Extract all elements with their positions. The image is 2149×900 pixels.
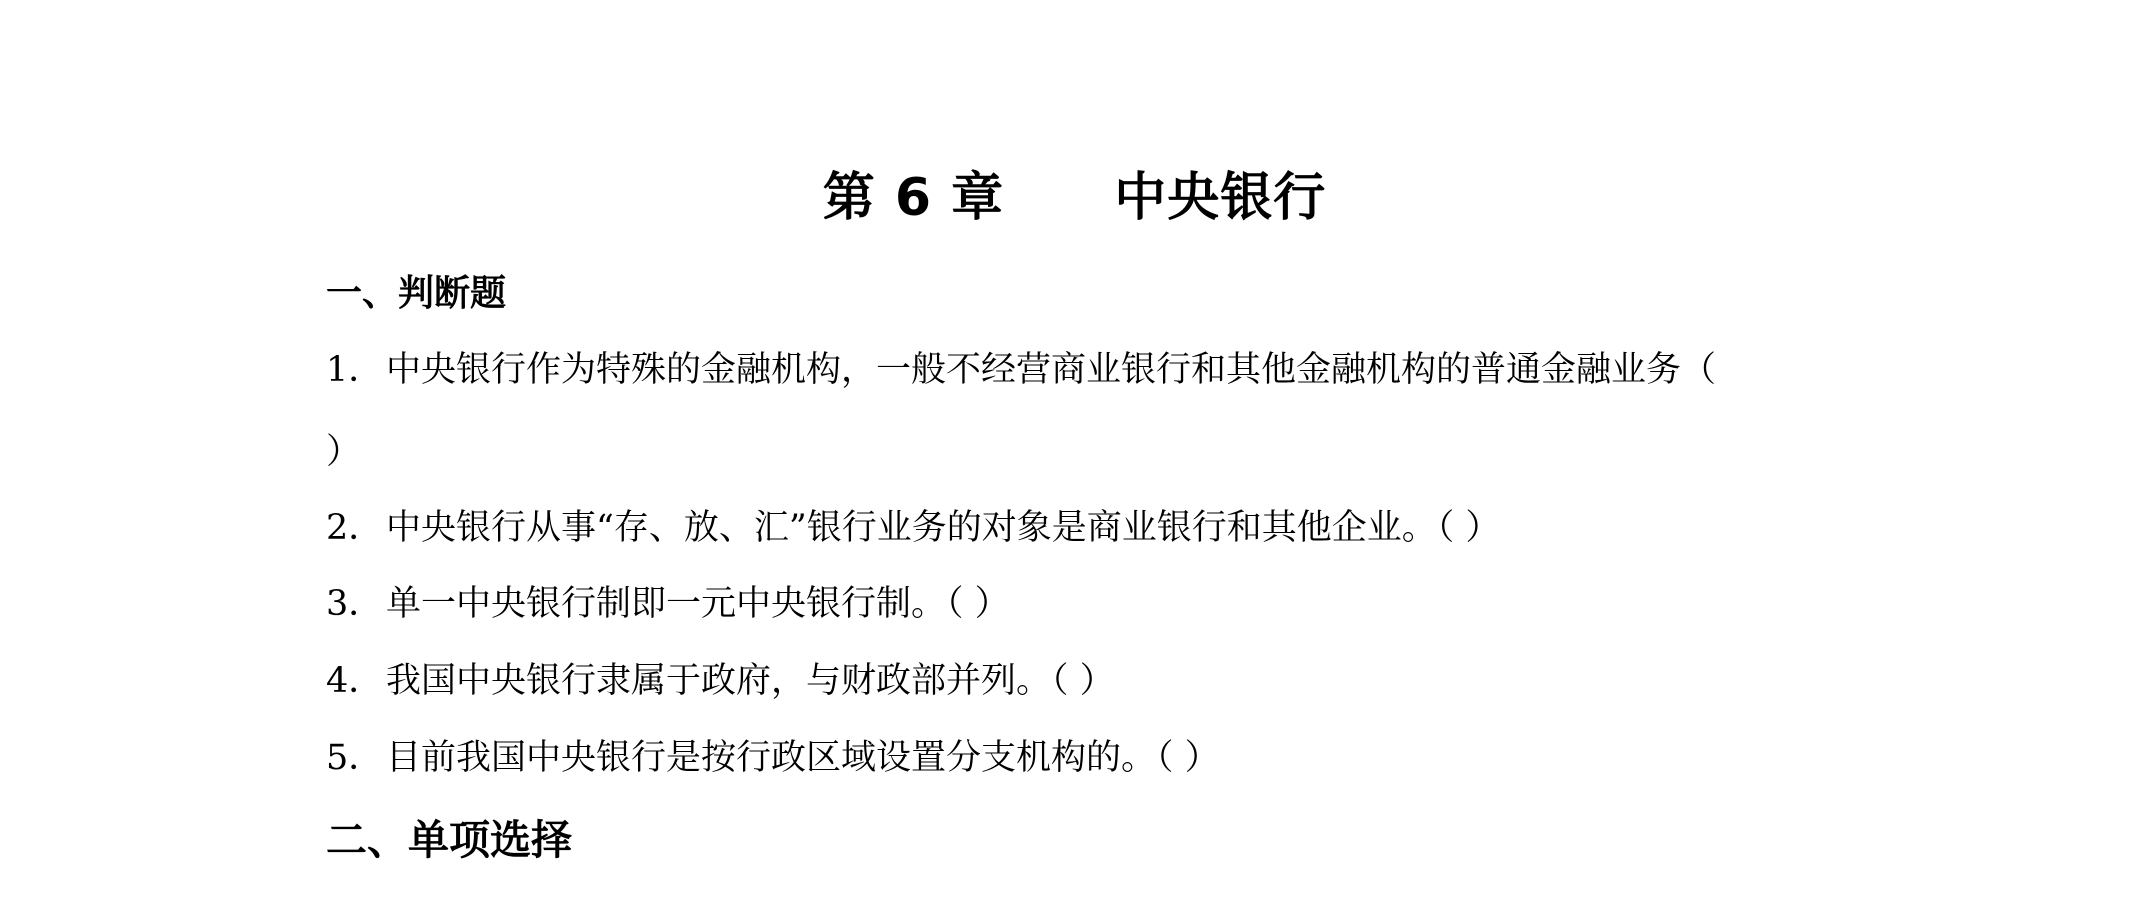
question-index: 4． xyxy=(326,661,384,701)
question-item-5 xyxy=(326,738,1220,778)
chapter-number: 第 6 章 xyxy=(822,168,1005,228)
question-item-3 xyxy=(326,584,1010,624)
cropped-next-line xyxy=(326,888,1046,900)
question-item-2 xyxy=(326,508,1501,548)
question-text: 单一中央银行制即一元中央银行制。（ ） xyxy=(386,584,1010,624)
question-index: 2． xyxy=(326,508,384,548)
chapter-title xyxy=(0,168,2149,228)
section-heading-single-choice: 二、单项选择 xyxy=(326,816,572,864)
question-text: 目前我国中央银行是按行政区域设置分支机构的。（ ） xyxy=(386,738,1220,778)
question-index: 3． xyxy=(326,584,384,624)
question-item-4 xyxy=(326,661,1115,701)
question-item-1 xyxy=(326,350,1717,390)
question-text: 中央银行作为特殊的金融机构，一般不经营商业银行和其他金融机构的普通金融业务（ xyxy=(386,350,1717,390)
chapter-name: 中央银行 xyxy=(1114,168,1327,228)
section-heading-true-false: 一、判断题 xyxy=(326,273,507,314)
question-index: 1． xyxy=(326,350,384,390)
question-text: 我国中央银行隶属于政府，与财政部并列。（ ） xyxy=(386,661,1115,701)
question-index: 5． xyxy=(326,738,384,778)
question-text: 中央银行从事“存、放、汇”银行业务的对象是商业银行和其他企业。（ ） xyxy=(386,508,1501,548)
question-item-1-continuation: ） xyxy=(326,432,362,472)
